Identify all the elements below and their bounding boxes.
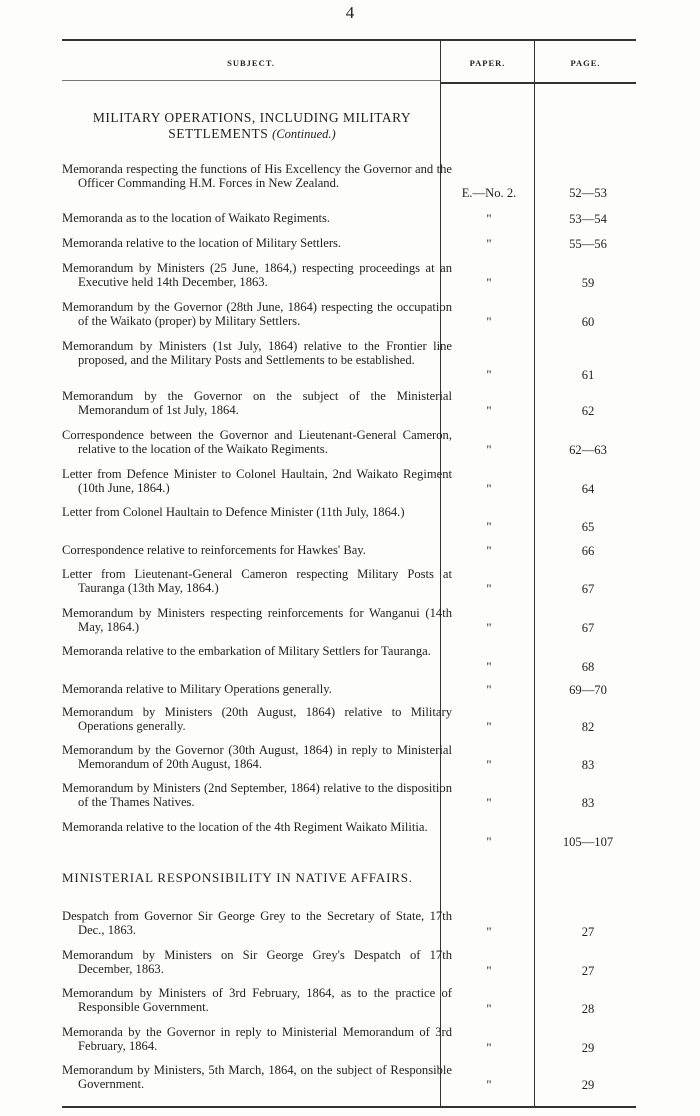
subject-column-header: SUBJECT. (227, 58, 275, 68)
entry-subject: Correspondence between the Governor and Lieutenant-General Cameron, relative to the location of the Waikato Regiments. (62, 428, 452, 456)
entry-subject: Memorandum by the Governor on the subject of the Ministerial Memorandum of 1st July, 1864. (62, 389, 452, 417)
entry-subject: Memorandum by Ministers, 5th March, 1864, on the subject of Responsible Government. (62, 1063, 452, 1091)
entry-page: 64 (581, 482, 595, 496)
entry-paper: " (486, 315, 492, 329)
entry-paper: " (486, 835, 492, 849)
section-title-line2: SETTLEMENTS (168, 126, 269, 141)
section-title-ministerial-responsibility: MINISTERIAL RESPONSIBILITY IN NATIVE AFFAIRS. (62, 870, 413, 885)
entry-page: 29 (581, 1078, 595, 1092)
entry-page: 105—107 (562, 835, 614, 849)
entry-subject: Memorandum by Ministers on Sir George Grey's Despatch of 17th December, 1863. (62, 948, 452, 976)
entry-page: 53—54 (569, 212, 607, 226)
entry-subject: Memorandum by Ministers (2nd September, 1864) relative to the disposition of the Thames Natives. (62, 781, 452, 809)
entry-paper: " (486, 621, 492, 635)
entry-page: 28 (581, 1002, 595, 1016)
entry-subject: Memorandum by Ministers respecting reinforcements for Wanganui (14th May, 1864.) (62, 606, 452, 634)
entry-page: 52—53 (569, 186, 607, 200)
entry-subject: Letter from Defence Minister to Colonel Haultain, 2nd Waikato Regiment (10th June, 1864.) (62, 467, 452, 495)
column-divider-2 (534, 40, 535, 1106)
entry-paper: " (486, 368, 492, 382)
entry-paper: " (486, 212, 492, 226)
entry-subject: Memorandum by Ministers (20th August, 1864) relative to Military Operations generally. (62, 705, 452, 733)
entry-page: 67 (581, 621, 595, 635)
entry-subject: Memorandum by Ministers of 3rd February, 1864, as to the practice of Responsible Government. (62, 986, 452, 1014)
paper-column-header: PAPER. (469, 58, 506, 68)
entry-subject: Memoranda relative to the location of Military Settlers. (62, 236, 342, 250)
entry-paper: " (486, 544, 492, 558)
entry-page: 65 (581, 520, 595, 534)
entry-subject: Memorandum by the Governor (30th August, 1864) in reply to Ministerial Memorandum of 20th August, 1864. (62, 743, 452, 771)
entry-paper: " (486, 582, 492, 596)
entry-paper: " (486, 237, 492, 251)
entry-paper: " (486, 1078, 492, 1092)
bottom-rule (62, 1106, 636, 1108)
entry-page: 83 (581, 758, 595, 772)
entry-page: 62—63 (569, 443, 607, 457)
entry-subject: Memoranda respecting the functions of His Excellency the Governor and the Officer Commanding H.M. Forces in New Zealand. (62, 162, 452, 190)
entry-paper: " (486, 683, 492, 697)
entry-subject: Memoranda by the Governor in reply to Ministerial Memorandum of 3rd February, 1864. (62, 1025, 452, 1053)
page-column-header: PAGE. (570, 58, 601, 68)
entry-paper: " (486, 482, 492, 496)
entry-paper: " (486, 660, 492, 674)
entry-subject: Memoranda as to the location of Waikato Regiments. (62, 211, 331, 225)
section-title-line1: MILITARY OPERATIONS, INCLUDING MILITARY (92, 110, 412, 125)
section-title-military-operations (62, 110, 442, 142)
entry-subject: Letter from Colonel Haultain to Defence Minister (11th July, 1864.) (62, 505, 405, 519)
entry-subject: Memoranda relative to the location of the 4th Regiment Waikato Militia. (62, 820, 428, 834)
entry-subject: Memorandum by Ministers (1st July, 1864) relative to the Frontier line proposed, and the Military Posts and Settlements to be established. (62, 339, 452, 367)
entry-subject: Letter from Lieutenant-General Cameron respecting Military Posts at Tauranga (13th May, 1864.) (62, 567, 452, 595)
entry-paper: " (486, 520, 492, 534)
entry-paper: " (486, 1002, 492, 1016)
section-title-line2-wrap (62, 126, 442, 142)
entry-page: 82 (581, 720, 595, 734)
entry-page: 27 (581, 964, 595, 978)
entry-page: 61 (581, 368, 595, 382)
entry-page: 66 (581, 544, 595, 558)
section-title-continued: (Continued.) (272, 127, 336, 141)
entry-paper: " (486, 276, 492, 290)
entry-page: 68 (581, 660, 595, 674)
entry-page: 60 (581, 315, 595, 329)
entry-subject: Memorandum by the Governor (28th June, 1864) respecting the occupation of the Waikato (proper) by Military Settlers. (62, 300, 452, 328)
entry-page: 27 (581, 925, 595, 939)
entry-paper: E.—No. 2. (461, 186, 517, 200)
entry-page: 29 (581, 1041, 595, 1055)
top-rule (62, 39, 636, 41)
entry-page: 55—56 (569, 237, 607, 251)
entry-page: 59 (581, 276, 595, 290)
entry-subject: Despatch from Governor Sir George Grey to the Secretary of State, 17th Dec., 1863. (62, 909, 452, 937)
entry-paper: " (486, 443, 492, 457)
header-rule (440, 82, 636, 84)
entry-paper: " (486, 796, 492, 810)
entry-paper: " (486, 404, 492, 418)
entry-page: 83 (581, 796, 595, 810)
entry-paper: " (486, 925, 492, 939)
entry-subject: Correspondence relative to reinforcements for Hawkes' Bay. (62, 543, 366, 557)
entry-paper: " (486, 964, 492, 978)
header-underline (62, 80, 440, 81)
entry-page: 69—70 (569, 683, 607, 697)
page-number: 4 (345, 3, 355, 22)
entry-page: 67 (581, 582, 595, 596)
entry-subject: Memorandum by Ministers (25 June, 1864,) respecting proceedings at an Executive held 14th December, 1863. (62, 261, 452, 289)
entry-subject: Memoranda relative to the embarkation of Military Settlers for Tauranga. (62, 644, 431, 658)
entry-paper: " (486, 758, 492, 772)
entry-subject: Memoranda relative to Military Operations generally. (62, 682, 332, 696)
entry-paper: " (486, 1041, 492, 1055)
entry-paper: " (486, 720, 492, 734)
entry-page: 62 (581, 404, 595, 418)
